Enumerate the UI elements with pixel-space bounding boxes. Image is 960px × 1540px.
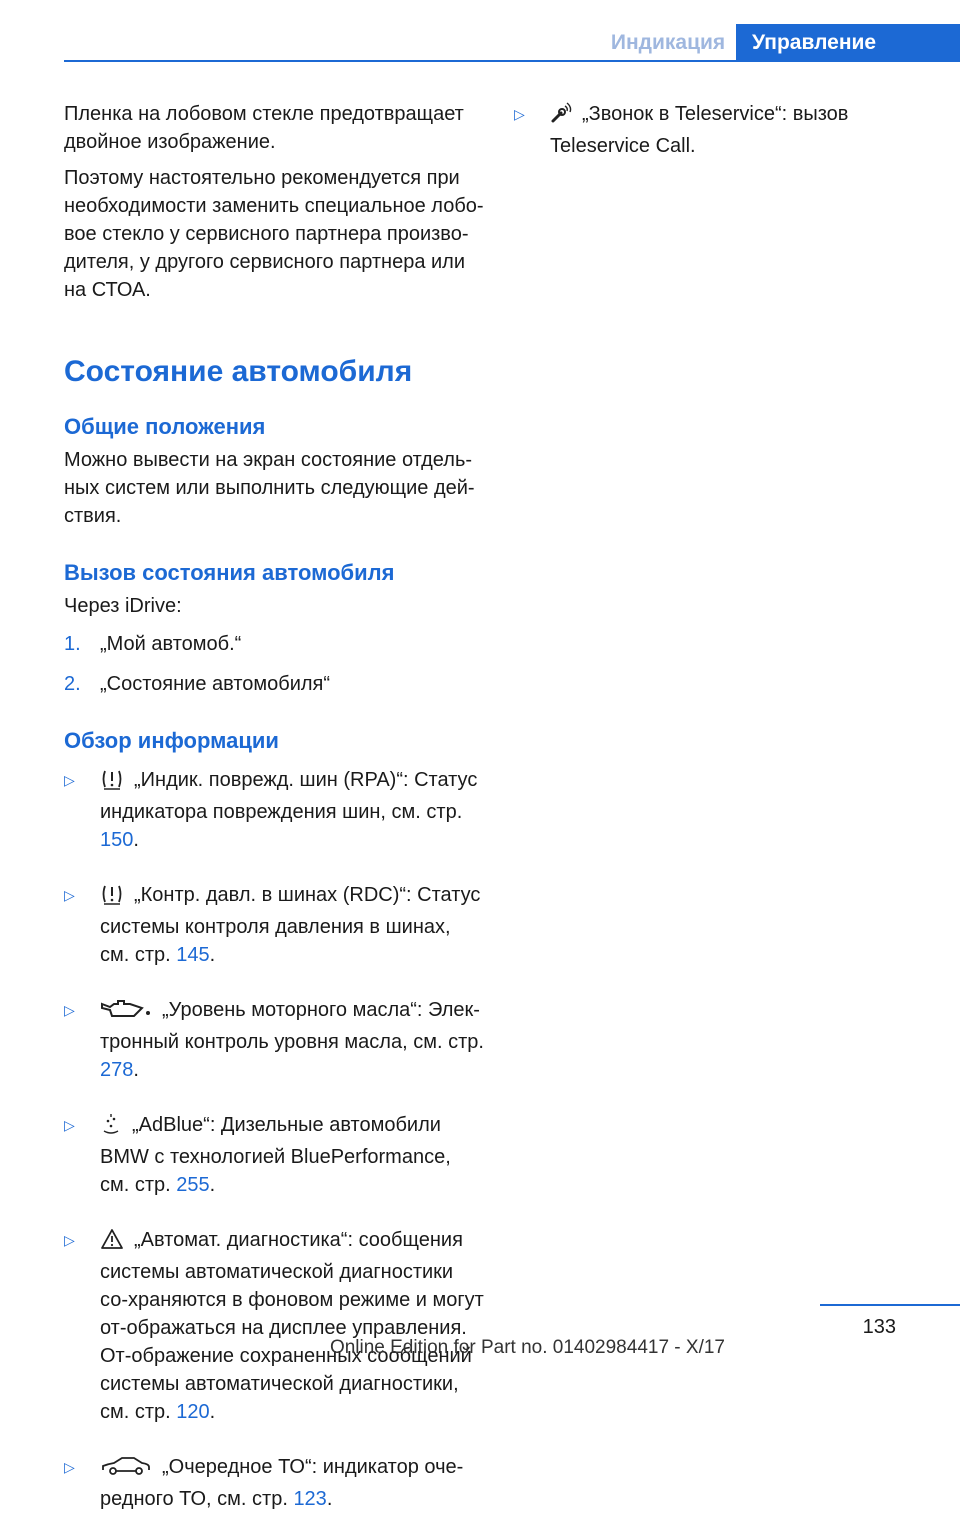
item-text: „Очередное ТО“: индикатор оче-редного ТО, см. стр. [100,1456,464,1510]
page-link[interactable]: 123 [293,1488,327,1510]
left-column [64,100,484,1540]
overview-list [64,766,484,1513]
oil-can-icon [100,998,152,1028]
header-divider [64,60,960,62]
bullet-triangle-icon: ▷ [64,1459,75,1475]
step-text: „Состояние автомобиля“ [100,673,331,695]
step-number: 2. [64,673,81,695]
item-text: „Контр. давл. в шинах (RDC)“: Статус системы контроля давления в шинах, см. стр. [100,884,481,966]
section-title: Состояние автомобиля [64,355,413,388]
bullet-triangle-icon: ▷ [64,772,75,788]
item-text: „Уровень моторного масла“: Элек-тронный контроль уровня масла, см. стр. [100,999,484,1053]
subsection-call-status-title: Вызов состояния автомобиля [64,560,395,585]
page-link[interactable]: 150 [100,829,134,851]
page-link[interactable]: 278 [100,1059,134,1081]
footer-divider [820,1304,960,1306]
item-text: „Звонок в Teleservice“: вызов Teleservice Call. [550,103,849,157]
step-item [64,630,484,658]
adblue-icon [100,1113,122,1143]
tire-pressure-icon [100,883,124,913]
steps-list [64,630,484,698]
list-item: ▷ „AdBlue“: Дизельные автомобили BMW с технологией BluePerformance, см. стр. 255. [64,1111,484,1199]
service-car-icon [100,1455,152,1485]
bullet-triangle-icon: ▷ [64,1002,75,1018]
right-list [514,100,924,160]
list-item: ▷ „Автомат. диагностика“: сообщения системы автоматической диагностики со-храняются в фоновом режиме и могут от-ображаться на дисплее управления. От-ображение сохраненных сообщений системы автоматической диагностики, см. стр. 120. [64,1226,484,1426]
paragraph-film: Пленка на лобовом стекле предотвращает двойное изображение. [64,103,464,153]
list-item: ▷ „Уровень моторного масла“: Элек-тронный контроль уровня масла, см. стр. 278. [64,996,484,1084]
step-item [64,670,484,698]
subsection-general-text: Можно вывести на экран состояние отдель-ных систем или выполнить следующие дей-ствия. [64,449,475,527]
warning-triangle-icon [100,1228,124,1258]
item-text: „Автомат. диагностика“: сообщения системы автоматической диагностики со-храняются в фоновом режиме и могут от-ображаться на дисплее управления. От-ображение сохраненных сообщений системы автоматической диагностики, см. стр. [100,1229,484,1423]
list-item [514,100,924,160]
subsection-overview-title: Обзор информации [64,728,279,753]
step-number: 1. [64,633,81,655]
subsection-call-status-text: Через iDrive: [64,595,182,617]
bullet-triangle-icon: ▷ [514,106,525,122]
list-item: ▷ „Индик. поврежд. шин (RPA)“: Статус индикатора повреждения шин, см. стр. 150. [64,766,484,854]
tab-controls[interactable]: Управление [736,24,960,62]
page-link[interactable]: 145 [176,944,210,966]
item-text: „AdBlue“: Дизельные автомобили BMW с технологией BluePerformance, см. стр. [100,1114,451,1196]
tire-warning-icon [100,768,124,798]
right-column [514,100,924,187]
subsection-general-title: Общие положения [64,414,266,439]
page-number: 133 [862,1316,896,1338]
bullet-triangle-icon: ▷ [64,1117,75,1133]
page-link[interactable]: 255 [176,1174,210,1196]
list-item: ▷ „Контр. давл. в шинах (RDC)“: Статус системы контроля давления в шинах, см. стр. 145. [64,881,484,969]
wrench-signal-icon [550,102,572,132]
step-text: „Мой автомоб.“ [100,633,242,655]
bullet-triangle-icon: ▷ [64,1232,75,1248]
list-item: ▷ „Очередное ТО“: индикатор оче-редного ТО, см. стр. 123. [64,1453,484,1513]
tab-indication[interactable]: Индикация [610,31,726,54]
page-link[interactable]: 120 [176,1401,210,1423]
footer-edition: Online Edition for Part no. 01402984417 - X/17 [329,1337,725,1358]
bullet-triangle-icon: ▷ [64,887,75,903]
paragraph-recommendation: Поэтому настоятельно рекомендуется при необходимости заменить специальное лобо-вое стекло у сервисного партнера произво-дителя, у другого сервисного партнера или на СТОА. [64,167,484,301]
item-text: „Индик. поврежд. шин (RPA)“: Статус индикатора повреждения шин, см. стр. [100,769,478,823]
